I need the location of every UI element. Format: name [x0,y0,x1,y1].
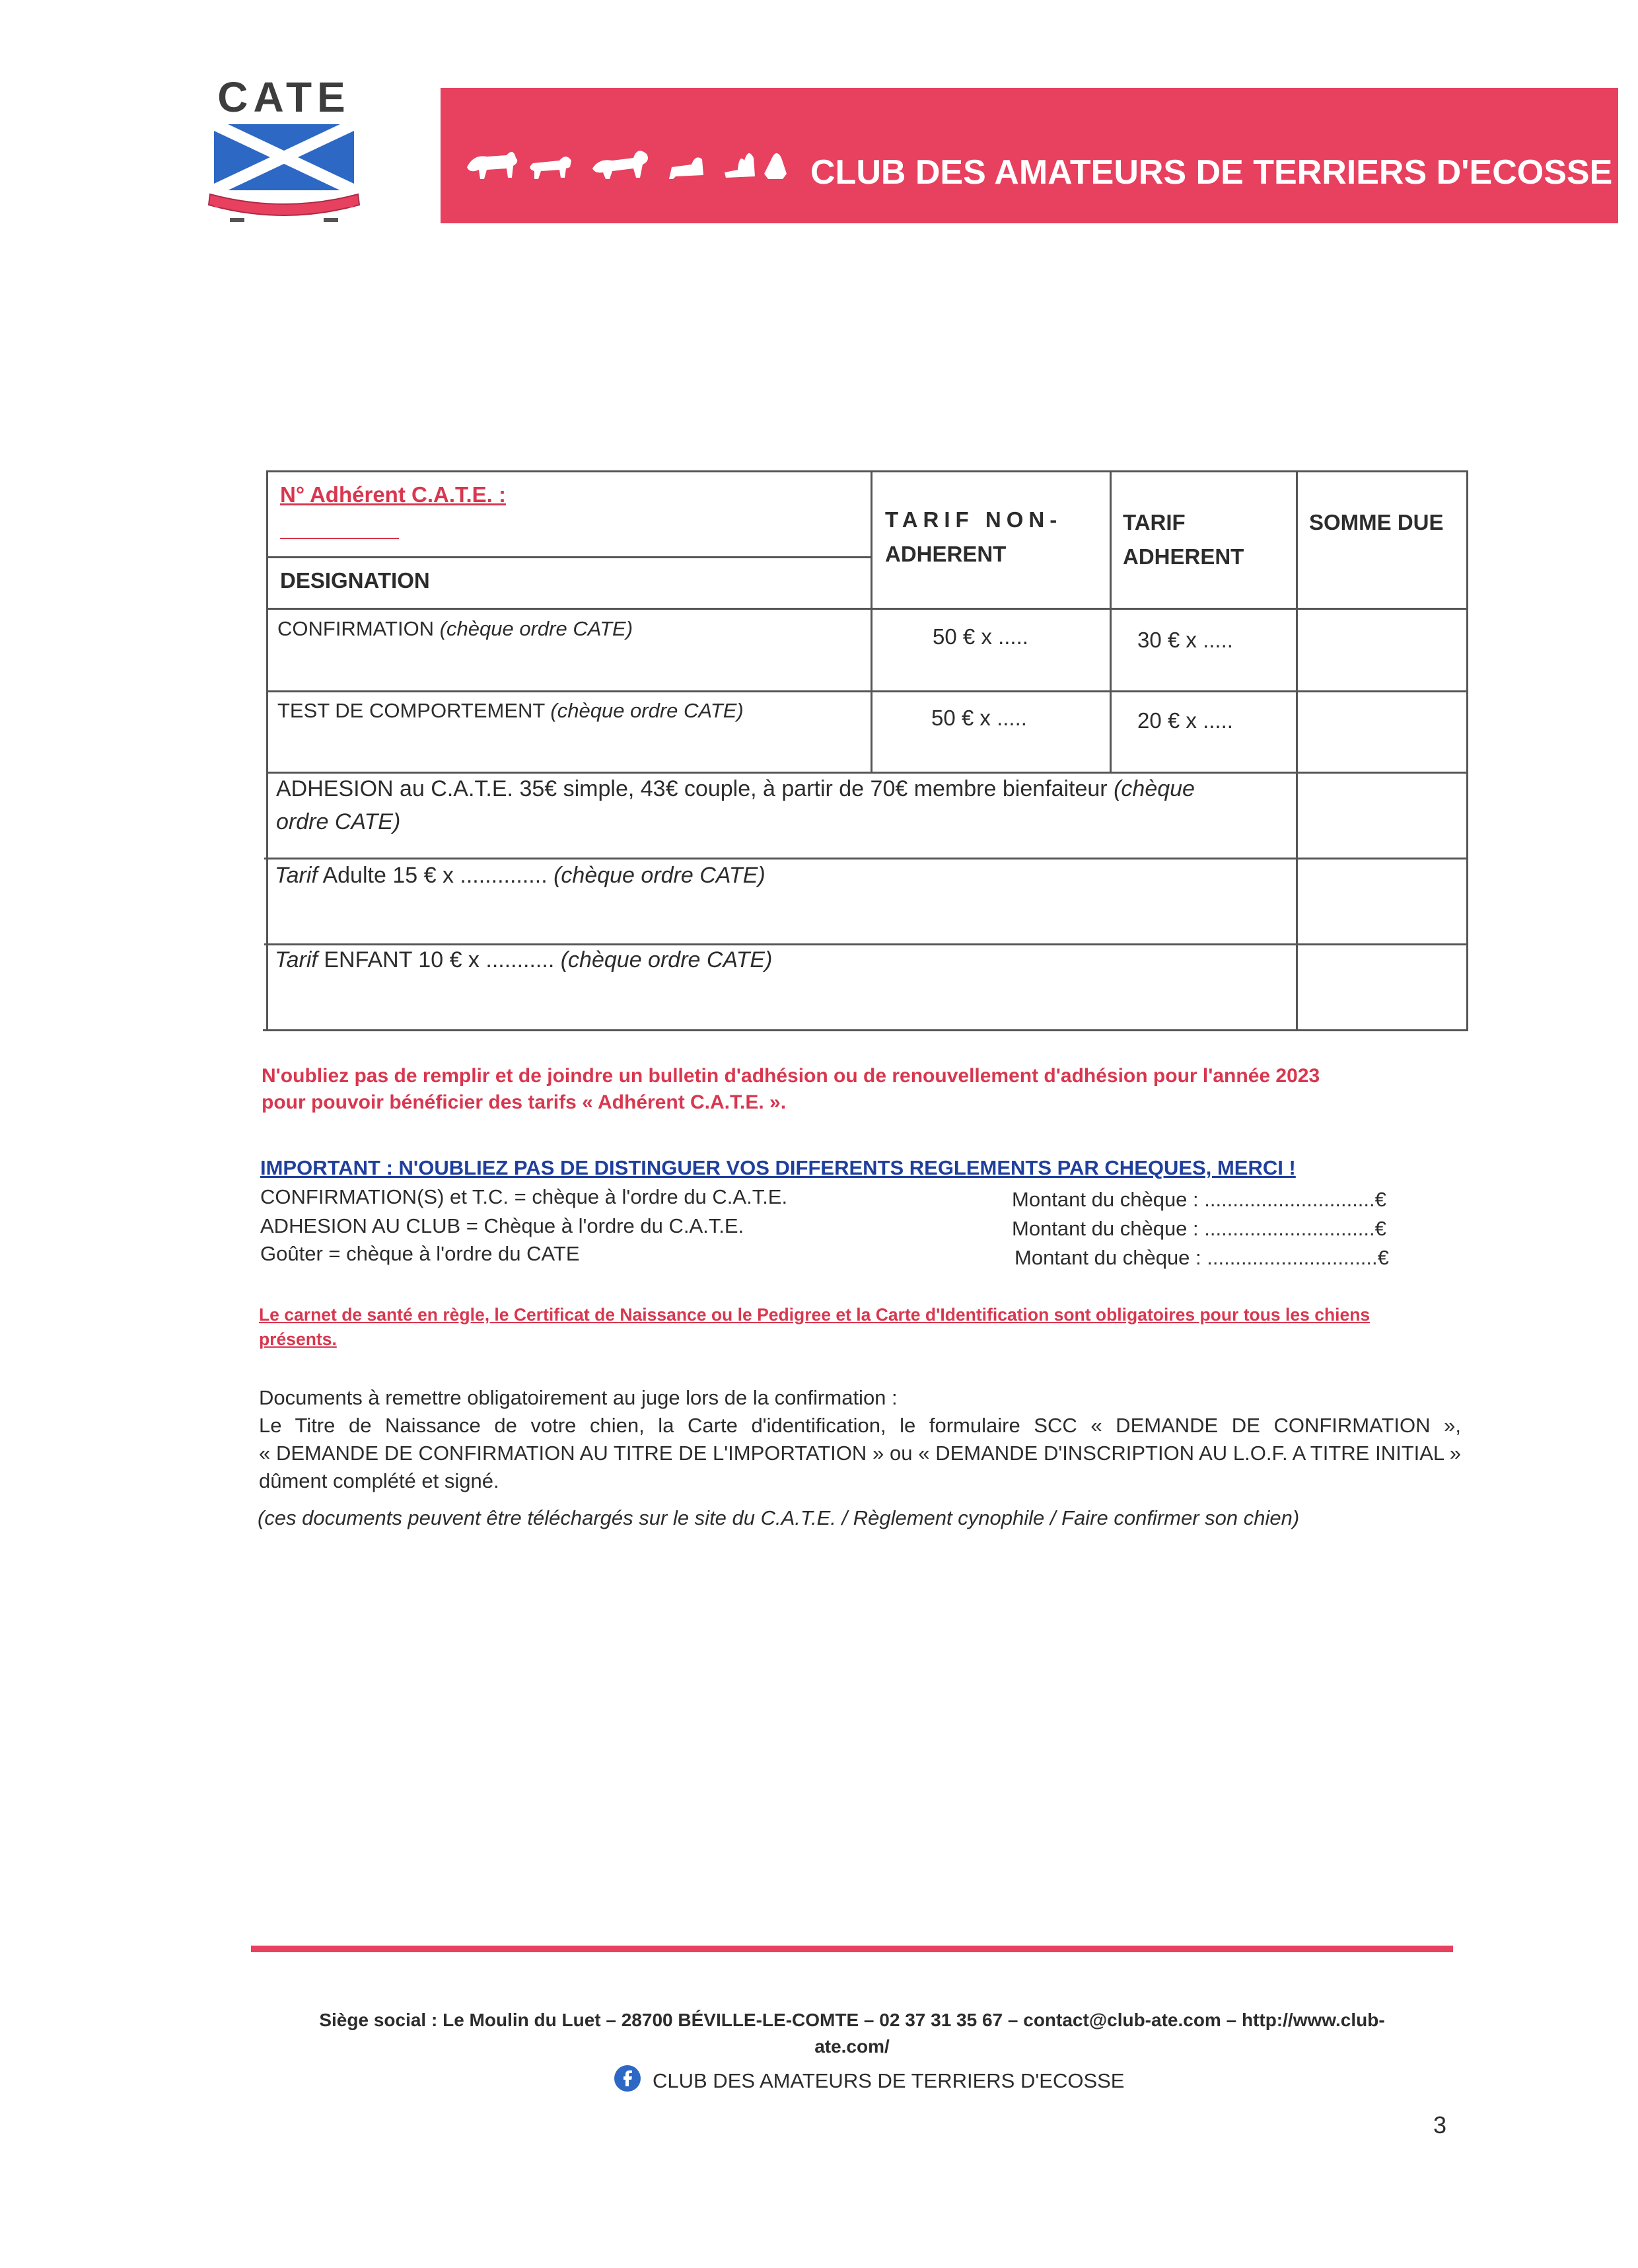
adult-note: (chèque ordre CATE) [553,863,766,888]
table-divider [264,943,1468,945]
table-divider [266,556,872,558]
page-number: 3 [1433,2111,1447,2139]
col-non-adherent-header-2: ADHERENT [885,542,1007,566]
price-adherent: 30 € x ..... [1137,628,1233,652]
facebook-icon[interactable] [614,2065,641,2092]
row-note: (chèque ordre CATE) [439,617,633,640]
table-column-line [871,470,872,773]
membership-reminder: N'oubliez pas de remplir et de joindre un bulletin d'adhésion ou de renouvellement d'adhésion pour l'année 2023 [262,1065,1320,1087]
terrier-silhouettes-icon [460,134,791,187]
col-non-adherent-header: TARIF NON- [885,507,1063,532]
important-heading: IMPORTANT : N'OUBLIEZ PAS DE DISTINGUER VOS DIFFERENTS REGLEMENTS PAR CHEQUES, MERCI ! [260,1156,1296,1179]
documents-text: dûment complété et signé. [259,1469,499,1492]
membership-reminder-2: pour pouvoir bénéficier des tarifs « Adhérent C.A.T.E. ». [262,1091,787,1113]
payment-item-left: ADHESION AU CLUB = Chèque à l'ordre du C.A.T.E. [260,1214,744,1237]
table-divider [266,690,1468,692]
adhesion-text: ADHESION au C.A.T.E. 35€ simple, 43€ couple, à partir de 70€ membre bienfaiteur [276,776,1108,801]
child-note: (chèque ordre CATE) [560,947,773,972]
payment-item-left: CONFIRMATION(S) et T.C. = chèque à l'ordre du C.A.T.E. [260,1185,788,1208]
documents-download-note: (ces documents peuvent être téléchargés sur le site du C.A.T.E. / Règlement cynophile / Faire confirmer son chien) [258,1506,1300,1529]
table-divider [266,608,1468,610]
price-adherent: 20 € x ..... [1137,708,1233,733]
adult-text: Adulte 15 € x .............. [322,863,548,888]
table-column-line [1110,470,1112,773]
row-note: (chèque ordre CATE) [550,699,744,722]
table-border-top [266,470,1468,472]
payment-item-amount: Montant du chèque : ..............................€ [1012,1217,1386,1240]
adhesion-row [276,776,1195,802]
payment-item-amount: Montant du chèque : ..............................€ [1015,1246,1389,1269]
table-border-bottom [263,1029,1468,1031]
payment-item-amount: Montant du chèque : ..............................€ [1012,1188,1386,1211]
footer-address: Siège social : Le Moulin du Luet – 28700 BÉVILLE-LE-COMTE – 02 37 31 35 67 – contact@club-ate.com – http://www.club- [319,2010,1385,2030]
table-row [277,699,744,723]
payment-item-left: Goûter = chèque à l'ordre du CATE [260,1242,580,1265]
col-adherent-header-2: ADHERENT [1123,544,1244,569]
member-number-field[interactable] [280,538,399,539]
price-non-adherent: 50 € x ..... [933,624,1028,649]
documents-text: Le Titre de Naissance de votre chien, la Carte d'identification, le formulaire SCC « DEMANDE DE CONFIRMATION », [259,1414,1461,1437]
table-row [277,617,633,641]
child-text: ENFANT 10 € x ........... [324,947,555,972]
price-non-adherent: 50 € x ..... [931,706,1027,730]
health-documents-note-2: présents. [259,1329,337,1349]
table-border-left [266,470,268,1031]
club-logo [198,73,370,231]
banner-title: CLUB DES AMATEURS DE TERRIERS D'ECOSSE [810,153,1613,192]
table-column-line [1296,470,1298,1031]
child-prefix: Tarif [275,947,318,972]
adult-prefix: Tarif [275,863,318,888]
member-number-label: N° Adhérent C.A.T.E. : [280,482,506,507]
row-label: CONFIRMATION [277,617,435,640]
header-banner [441,88,1618,223]
row-label: TEST DE COMPORTEMENT [277,699,545,722]
child-row [275,947,772,973]
facebook-page-link[interactable]: CLUB DES AMATEURS DE TERRIERS D'ECOSSE [653,2069,1125,2092]
logo-ribbon [203,185,365,231]
col-somme-header: SOMME DUE [1309,510,1444,534]
adhesion-note: (chèque [1114,776,1195,801]
documents-text: « DEMANDE DE CONFIRMATION AU TITRE DE L'IMPORTATION » ou « DEMANDE D'INSCRIPTION AU L.O.F. A TITRE INITIAL » [259,1442,1461,1465]
documents-intro: Documents à remettre obligatoirement au juge lors de la confirmation : [259,1386,898,1409]
logo-text: CATE [217,73,351,121]
designation-header: DESIGNATION [280,568,430,593]
scottish-flag-icon [214,124,354,190]
health-documents-note: Le carnet de santé en règle, le Certificat de Naissance ou le Pedigree et la Carte d'Identification sont obligatoires pour tous les chiens [259,1305,1371,1325]
footer-rule [251,1946,1453,1952]
table-divider [266,772,1468,774]
col-adherent-header: TARIF [1123,510,1186,534]
table-border-right [1466,470,1468,1031]
adhesion-note-2: ordre CATE) [276,809,401,834]
footer-address-2: ate.com/ [814,2036,890,2057]
table-divider [264,858,1468,860]
adult-row [275,863,766,889]
